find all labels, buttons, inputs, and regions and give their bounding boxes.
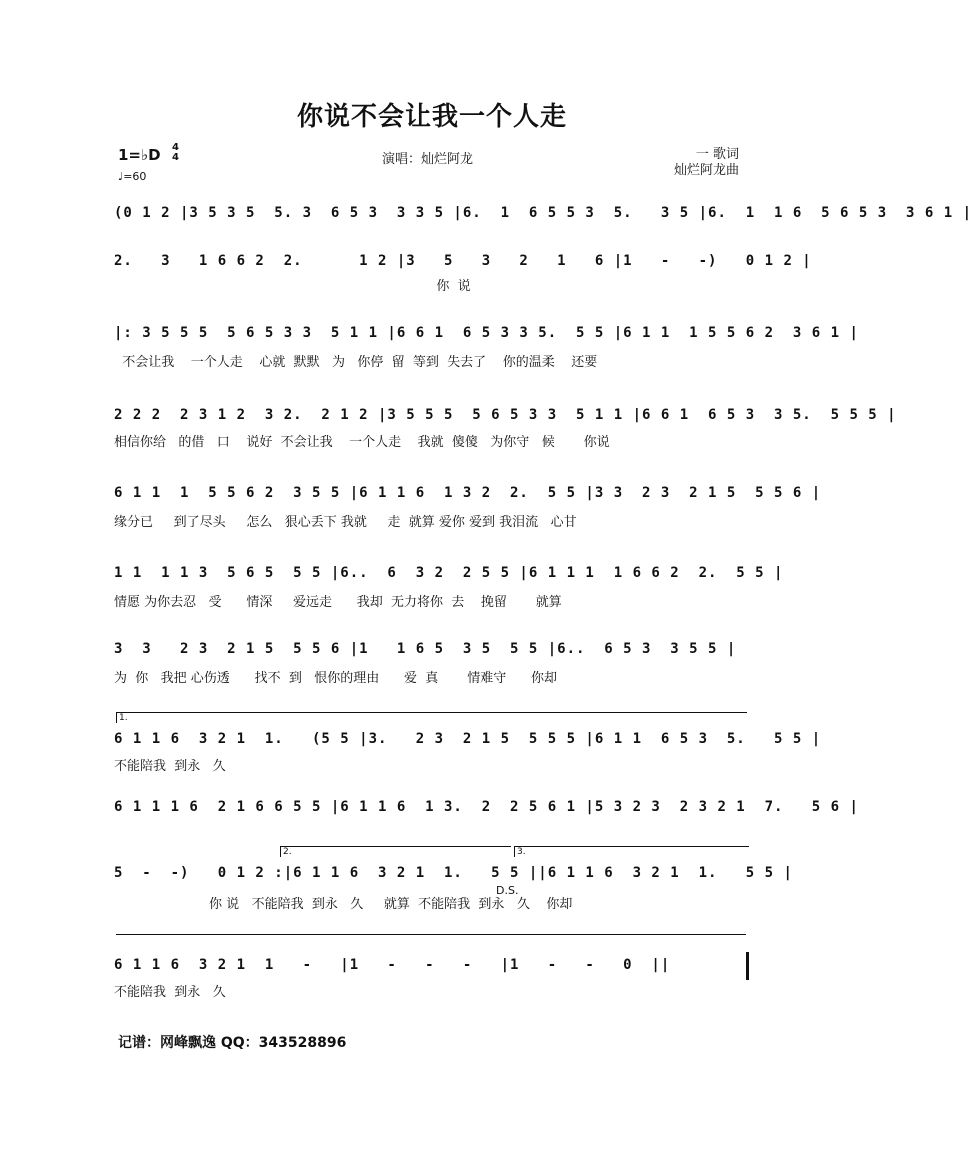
lyric-line: 你 说 [114,279,471,294]
key-signature: 1=♭D [118,146,161,164]
staff-row-4 [114,404,897,452]
notes-line: 3 3 2 3 2 1 5 5 5 6 |1 1 6 5 3 5 5 5 |6.. 6 5 3 3 5 5 | [114,641,737,657]
lyric-line: 你 说 不能陪我 到永 久 就算 不能陪我 到永 久 你却 [114,897,573,912]
lyricist-credit: 一 歌词 [695,147,740,162]
staff-row-10 [114,862,793,914]
lyric-line: 情愿 为你去忍 受 情深 爱远走 我却 无力将你 去 挽留 就算 [114,595,562,610]
volta-3: 3. [514,846,749,857]
transcriber-footer: 记谱：网峰飘逸 QQ：343528896 [118,1035,347,1051]
meter-top: 4 [172,142,179,153]
staff-row-5 [114,482,822,532]
lyric-line: 缘分已 到了尽头 怎么 狠心丢下 我就 走 就算 爱你 爱到 我泪流 心甘 [114,515,577,530]
time-signature [172,143,179,163]
credits [674,147,739,179]
tempo-marking: ♩=60 [118,170,147,183]
notes-line: 1 1 1 1 3 5 6 5 5 5 |6.. 6 3 2 2 5 5 |6 1 1 1 1 6 6 2 2. 5 5 | [114,565,784,581]
volta-2: 2. [280,846,511,857]
volta-1: 1. [116,712,747,723]
notes-line: 6 1 1 1 6 2 1 6 6 5 5 |6 1 1 6 1 3. 2 2 5 6 1 |5 3 2 3 2 3 2 1 7. 5 6 | [114,799,859,815]
staff-row-8 [114,728,822,776]
staff-row-7 [114,638,754,688]
notes-line: |: 3 5 5 5 5 6 5 3 3 5 1 1 |6 6 1 6 5 3 3 5. 5 5 |6 1 1 1 5 5 6 2 3 6 1 | [114,325,859,341]
staff-row-9 [114,796,859,818]
lyric-line: 为 你 我把 心伤透 找不 到 恨你的理由 爱 真 情难守 你却 [114,671,558,686]
notes-line: 6 1 1 6 3 2 1 1 - |1 - - - |1 - - 0 || [114,957,671,973]
notes-line: (0 1 2 |3 5 3 5 5. 3 6 5 3 3 3 5 |6. 1 6 5 5 3 5. 3 5 |6. 1 1 6 5 6 5 3 3 6 1 | [114,205,972,221]
notes-line: 5 - -) 0 1 2 :|6 1 1 6 3 2 1 1. 5 5 ||6 1 1 6 3 2 1 1. 5 5 | [114,865,793,881]
composer-credit: 灿烂阿龙曲 [674,163,740,178]
lyric-line: 不能陪我 到永 久 [114,759,226,774]
notes-line: 6 1 1 1 5 5 6 2 3 5 5 |6 1 1 6 1 3 2 2. 5 5 |3 3 2 3 2 1 5 5 5 6 | [114,485,822,501]
final-line-bracket [116,934,746,935]
lyric-line: 不会让我 一个人走 心就 默默 为 你停 留 等到 失去了 你的温柔 还要 [114,355,598,370]
staff-row-11 [114,954,754,1002]
staff-row-3 [114,322,859,372]
lyric-line: 不能陪我 到永 久 [114,985,226,1000]
staff-row-1 [114,202,972,256]
meter-bottom: 4 [172,152,179,163]
notes-line: 2 2 2 2 3 1 2 3 2. 2 1 2 |3 5 5 5 5 6 5 3 3 5 1 1 |6 6 1 6 5 3 3 5. 5 5 5 | [114,407,897,423]
ds-marking: D.S. [496,884,519,897]
staff-row-2 [114,250,812,296]
final-barline [746,952,749,980]
staff-row-6 [114,562,784,612]
singer-credit: 演唱：灿烂阿龙 [382,152,474,167]
lyric-line: 相信你给 的借 口 说好 不会让我 一个人走 我就 傻傻 为你守 候 你说 [114,435,610,450]
song-title: 你说不会让我一个人走 [296,102,567,132]
notes-line: 2. 3 1 6 6 2 2. 1 2 |3 5 3 2 1 6 |1 - -) 0 1 2 | [114,253,812,269]
notes-line: 6 1 1 6 3 2 1 1. (5 5 |3. 2 3 2 1 5 5 5 5 |6 1 1 6 5 3 5. 5 5 | [114,731,822,747]
